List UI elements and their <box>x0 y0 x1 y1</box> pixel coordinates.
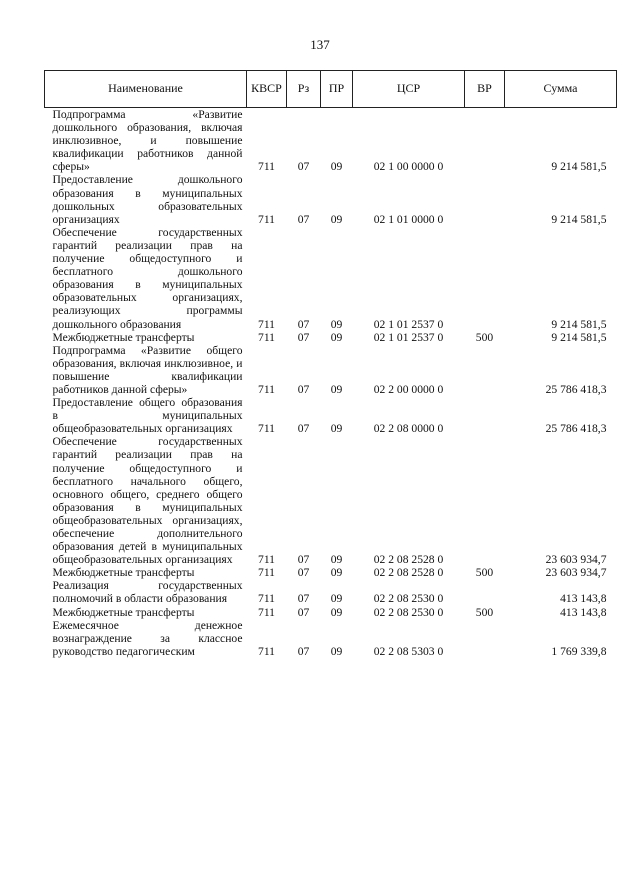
row-rz: 07 <box>297 566 310 580</box>
row-vr <box>465 173 505 225</box>
table-row <box>45 606 617 619</box>
table-row <box>45 566 617 579</box>
row-csr: 02 2 08 2530 0 <box>373 592 444 606</box>
row-vr <box>465 108 505 174</box>
row-sum: 9 214 581,5 <box>551 317 607 331</box>
row-vr <box>465 396 505 435</box>
row-csr: 02 2 08 2530 0 <box>373 605 444 619</box>
table-row <box>45 396 617 435</box>
header-vr: ВР <box>465 71 505 108</box>
row-sum: 413 143,8 <box>560 592 607 606</box>
row-pr: 09 <box>330 212 343 226</box>
row-name: Подпрограмма «Развитие общего образования, включая инклюзивное, и повышение квалификации работников данной сферы» <box>52 343 243 396</box>
row-pr: 09 <box>330 592 343 606</box>
row-kvsr: 711 <box>258 605 275 619</box>
row-rz: 07 <box>297 644 310 658</box>
row-rz: 07 <box>297 382 310 396</box>
row-csr: 02 2 08 2528 0 <box>373 553 444 567</box>
row-sum: 9 214 581,5 <box>551 330 607 344</box>
row-pr: 09 <box>330 566 343 580</box>
table-row <box>45 173 617 225</box>
row-vr: 500 <box>475 605 494 619</box>
row-csr: 02 1 01 0000 0 <box>373 212 444 226</box>
row-pr: 09 <box>330 330 343 344</box>
row-sum: 23 603 934,7 <box>545 553 607 567</box>
header-pr: ПР <box>321 71 353 108</box>
row-name: Ежемесячное денежное вознаграждение за классное руководство педагогическим <box>52 618 243 658</box>
row-name: Обеспечение государственных гарантий реализации прав на получение общедоступного и бесплатного начального общего, основного общего, среднего общего образования в муниципальных общеобразовательных организациях, обеспечение дополнительного образования детей в муниципальных общеобразовательных организациях <box>52 435 243 567</box>
table-body <box>45 108 617 658</box>
row-pr: 09 <box>330 317 343 331</box>
row-rz: 07 <box>297 422 310 436</box>
row-name: Межбюджетные трансферты <box>52 566 195 580</box>
table-row <box>45 331 617 344</box>
row-rz: 07 <box>297 592 310 606</box>
row-name: Подпрограмма «Развитие дошкольного образования, включая инклюзивное, и повышение квалификации работников данной сферы» <box>52 108 243 174</box>
row-name: Предоставление общего образования в муниципальных общеобразовательных организациях <box>52 396 243 436</box>
row-name: Предоставление дошкольного образования в муниципальных дошкольных образовательных организациях <box>52 173 243 226</box>
row-csr: 02 1 01 2537 0 <box>373 317 444 331</box>
table-row <box>45 108 617 174</box>
row-pr: 09 <box>330 382 343 396</box>
page-number: 137 <box>310 37 330 52</box>
table-row <box>45 435 617 566</box>
row-rz: 07 <box>297 330 310 344</box>
row-sum: 23 603 934,7 <box>545 566 607 580</box>
row-vr <box>465 579 505 605</box>
row-pr: 09 <box>330 605 343 619</box>
budget-table <box>44 70 617 658</box>
row-kvsr: 711 <box>258 644 275 658</box>
row-sum: 413 143,8 <box>560 605 607 619</box>
table-row <box>45 344 617 396</box>
row-csr: 02 2 08 2528 0 <box>373 566 444 580</box>
row-csr: 02 2 00 0000 0 <box>373 382 444 396</box>
row-kvsr: 711 <box>258 382 275 396</box>
row-csr: 02 2 08 5303 0 <box>373 644 444 658</box>
row-vr <box>465 344 505 396</box>
row-kvsr: 711 <box>258 422 275 436</box>
row-vr <box>465 435 505 566</box>
row-csr: 02 2 08 0000 0 <box>373 422 444 436</box>
row-sum: 9 214 581,5 <box>551 160 607 174</box>
row-sum: 25 786 418,3 <box>545 382 607 396</box>
row-kvsr: 711 <box>258 317 275 331</box>
row-vr <box>465 226 505 331</box>
row-pr: 09 <box>330 422 343 436</box>
row-kvsr: 711 <box>258 592 275 606</box>
row-sum: 25 786 418,3 <box>545 422 607 436</box>
row-rz: 07 <box>297 317 310 331</box>
table-row <box>45 619 617 658</box>
header-rz: Рз <box>287 71 321 108</box>
row-kvsr: 711 <box>258 160 275 174</box>
row-sum: 1 769 339,8 <box>551 644 607 658</box>
row-csr: 02 1 00 0000 0 <box>373 160 444 174</box>
row-kvsr: 711 <box>258 212 275 226</box>
row-pr: 09 <box>330 160 343 174</box>
row-rz: 07 <box>297 212 310 226</box>
row-rz: 07 <box>297 160 310 174</box>
row-rz: 07 <box>297 605 310 619</box>
row-vr <box>465 619 505 658</box>
table-row <box>45 579 617 605</box>
header-csr: ЦСР <box>353 71 465 108</box>
row-rz: 07 <box>297 553 310 567</box>
row-sum: 9 214 581,5 <box>551 212 607 226</box>
table-row <box>45 226 617 331</box>
header-sum: Сумма <box>505 71 617 108</box>
row-name: Межбюджетные трансферты <box>52 330 195 344</box>
row-csr: 02 1 01 2537 0 <box>373 330 444 344</box>
row-kvsr: 711 <box>258 566 275 580</box>
row-pr: 09 <box>330 553 343 567</box>
table-header <box>45 71 617 108</box>
row-vr: 500 <box>475 330 494 344</box>
header-kvsr: КВСР <box>247 71 287 108</box>
row-name: Межбюджетные трансферты <box>52 605 195 619</box>
header-name: Наименование <box>45 71 247 108</box>
row-vr: 500 <box>475 566 494 580</box>
row-name: Реализация государственных полномочий в области образования <box>52 579 243 606</box>
row-kvsr: 711 <box>258 553 275 567</box>
row-pr: 09 <box>330 644 343 658</box>
row-name: Обеспечение государственных гарантий реализации прав на получение общедоступного и бесплатного дошкольного образования в муниципальных образовательных организациях, реализующих программы дошкольного образования <box>52 225 243 331</box>
row-kvsr: 711 <box>258 330 275 344</box>
